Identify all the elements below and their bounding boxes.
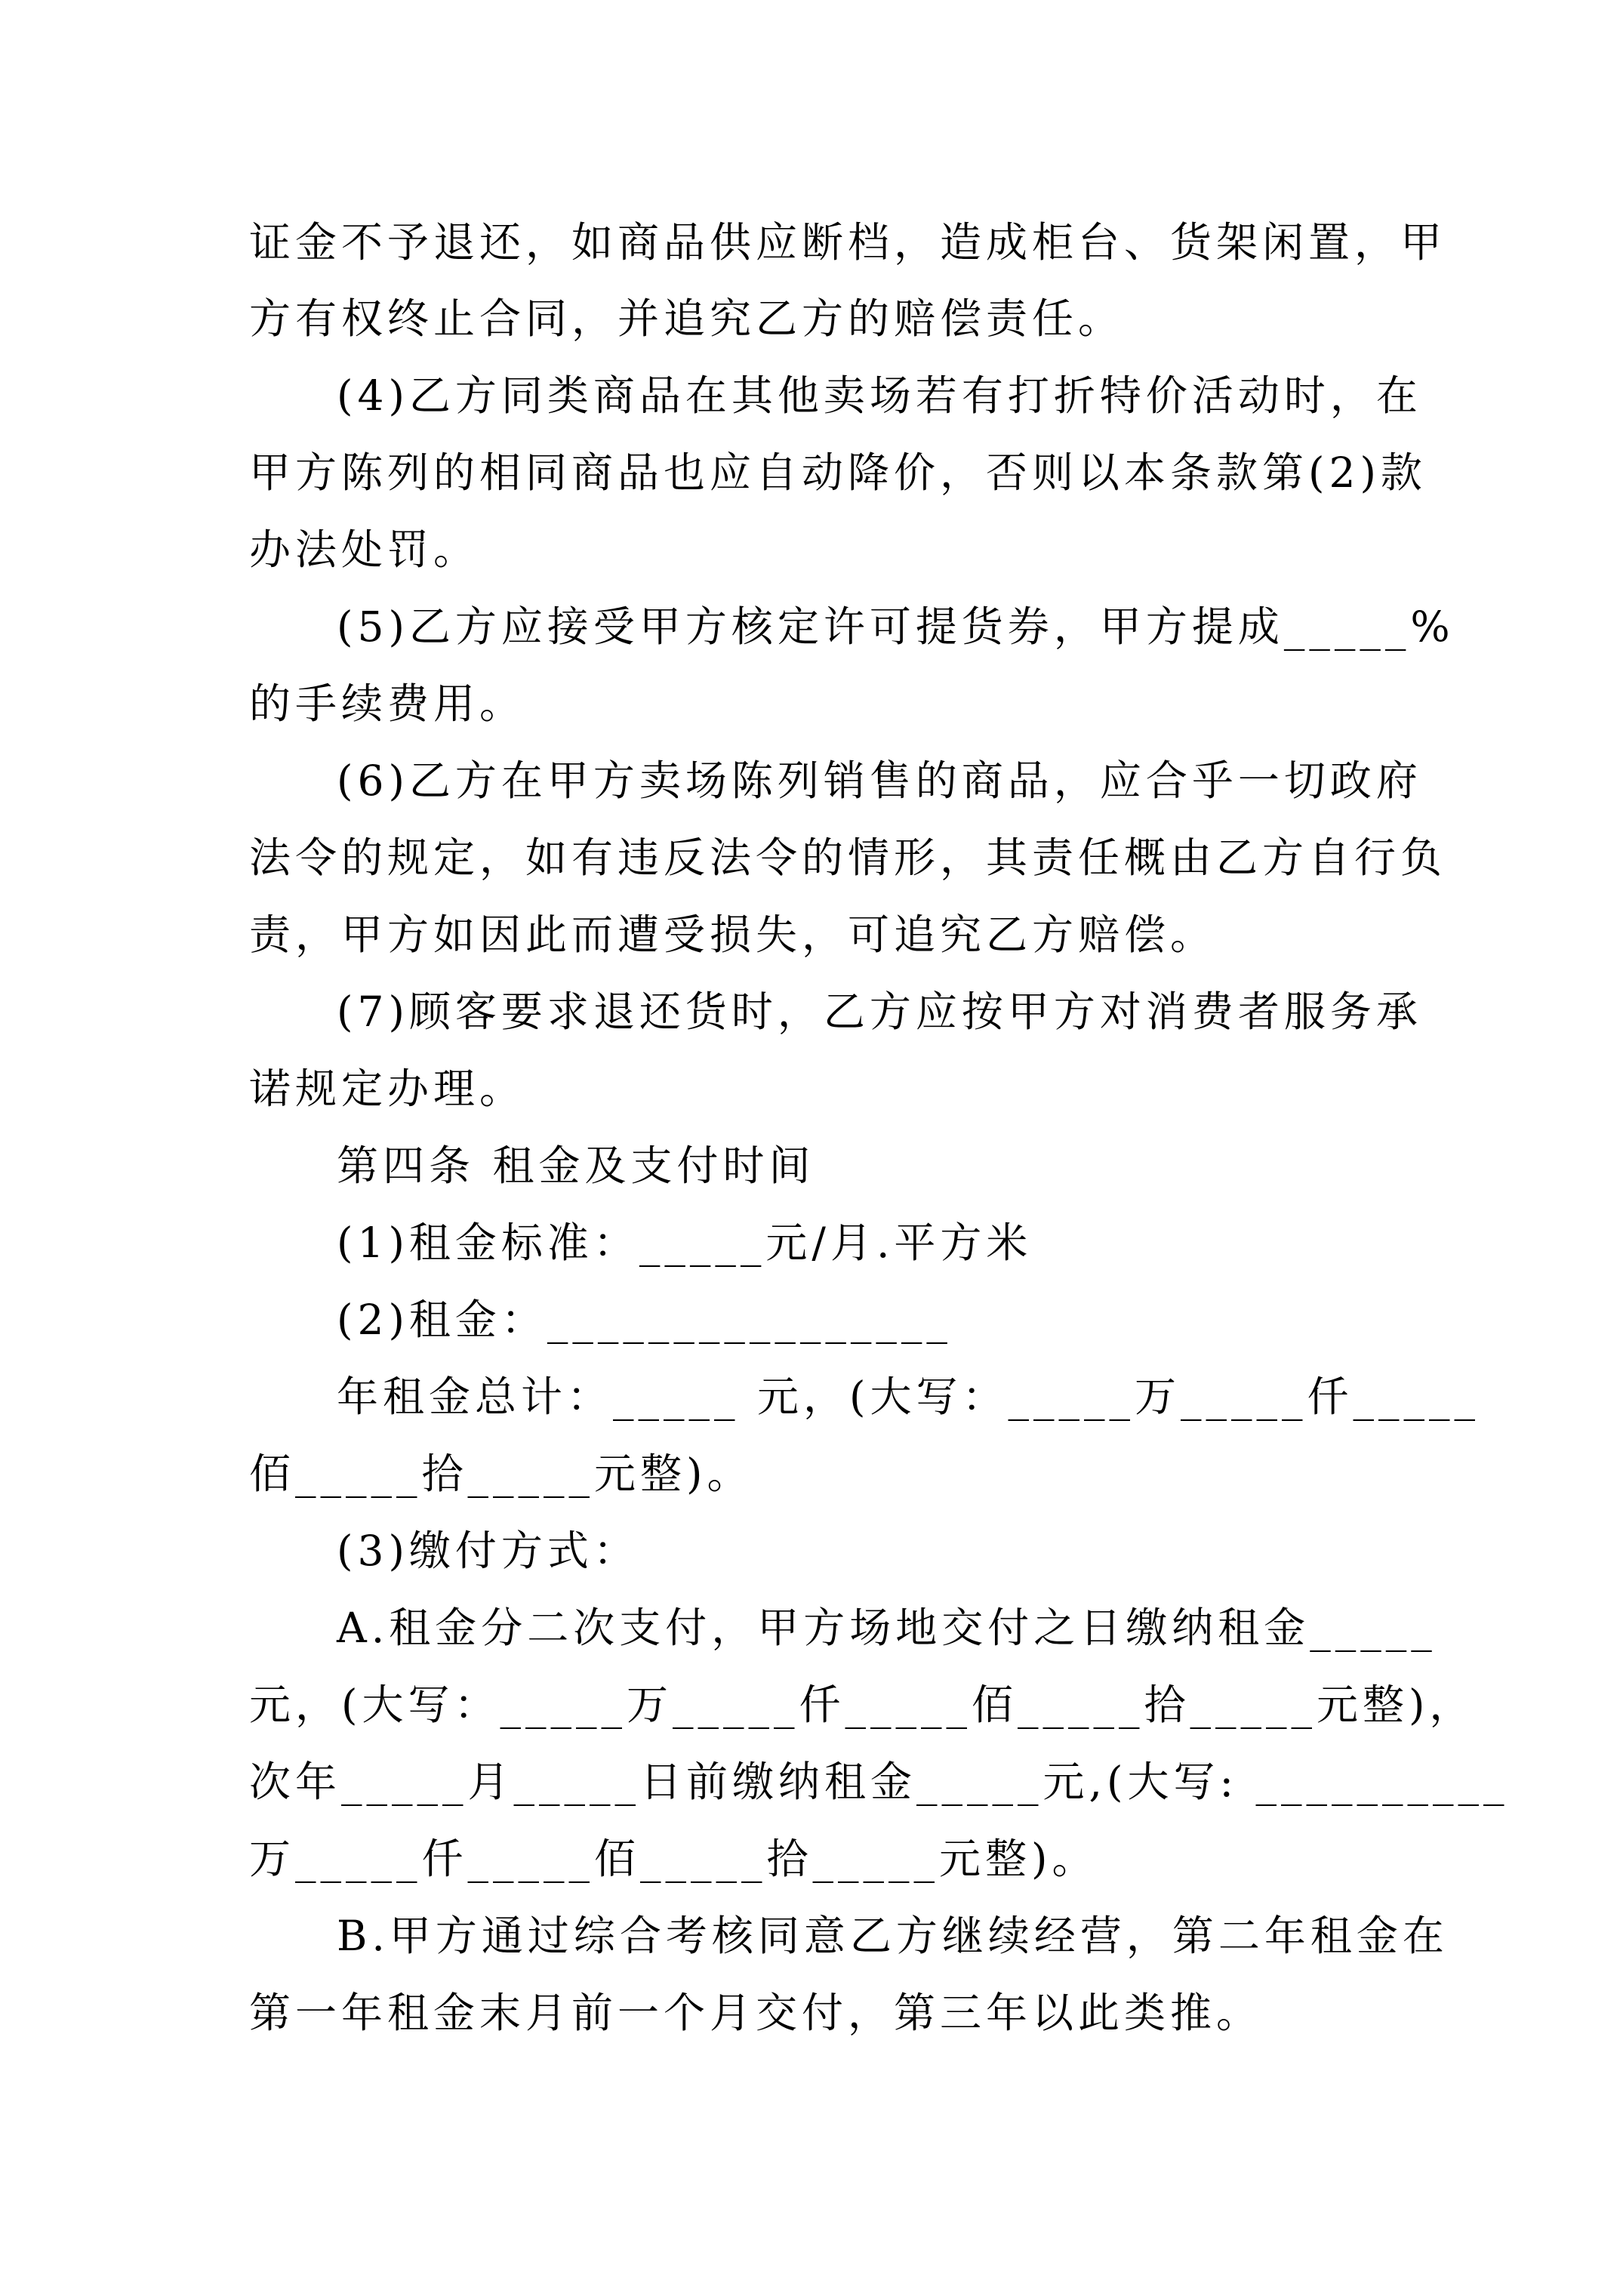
text-line: 诺规定办理。 xyxy=(249,1065,526,1113)
text-line: 责，甲方如因此而遭受损失，可追究乙方赔偿。 xyxy=(249,911,1217,959)
text-line: 第一年租金末月前一个月交付，第三年以此类推。 xyxy=(249,1989,1263,2037)
text-line: 甲方陈列的相同商品也应自动降价，否则以本条款第(2)款 xyxy=(249,448,1427,497)
text-line: (4)乙方同类商品在其他卖场若有打折特价活动时，在 xyxy=(337,371,1422,420)
text-line: B.甲方通过综合考核同意乙方继续经营，第二年租金在 xyxy=(337,1912,1449,1960)
text-line: 法令的规定，如有违反法令的情形，其责任概由乙方自行负 xyxy=(249,834,1447,882)
section-heading: 第四条 租金及支付时间 xyxy=(337,1142,815,1190)
text-line: (1)租金标准：_____元/月.平方米 xyxy=(337,1219,1033,1267)
text-line: A.租金分二次支付，甲方场地交付之日缴纳租金_____ xyxy=(337,1604,1437,1652)
text-line: 万_____仟_____佰_____拾_____元整)。 xyxy=(249,1835,1098,1883)
text-line: (3)缴付方式： xyxy=(337,1527,639,1575)
text-line: 办法处罚。 xyxy=(249,525,480,574)
text-line: 次年_____月_____日前缴纳租金_____元,(大写: __________ xyxy=(249,1758,1509,1806)
text-line: 年租金总计：_____ 元，(大写：_____万_____仟_____ xyxy=(337,1373,1480,1421)
text-line: (5)乙方应接受甲方核定许可提货券，甲方提成_____% xyxy=(337,603,1455,651)
text-line: 的手续费用。 xyxy=(249,680,526,728)
text-line: 佰_____拾_____元整)。 xyxy=(249,1450,753,1498)
text-line: 方有权终止合同，并追究乙方的赔偿责任。 xyxy=(249,294,1125,343)
text-line: 证金不予退还，如商品供应断档，造成柜台、货架闲置，甲 xyxy=(249,218,1447,267)
text-line: (6)乙方在甲方卖场陈列销售的商品，应合乎一切政府 xyxy=(337,757,1422,805)
text-line: (2)租金：________________ xyxy=(337,1296,952,1344)
text-line: 元，(大写：_____万_____仟_____佰_____拾_____元整)， xyxy=(249,1681,1476,1729)
text-line: (7)顾客要求退还货时，乙方应按甲方对消费者服务承 xyxy=(337,988,1422,1036)
